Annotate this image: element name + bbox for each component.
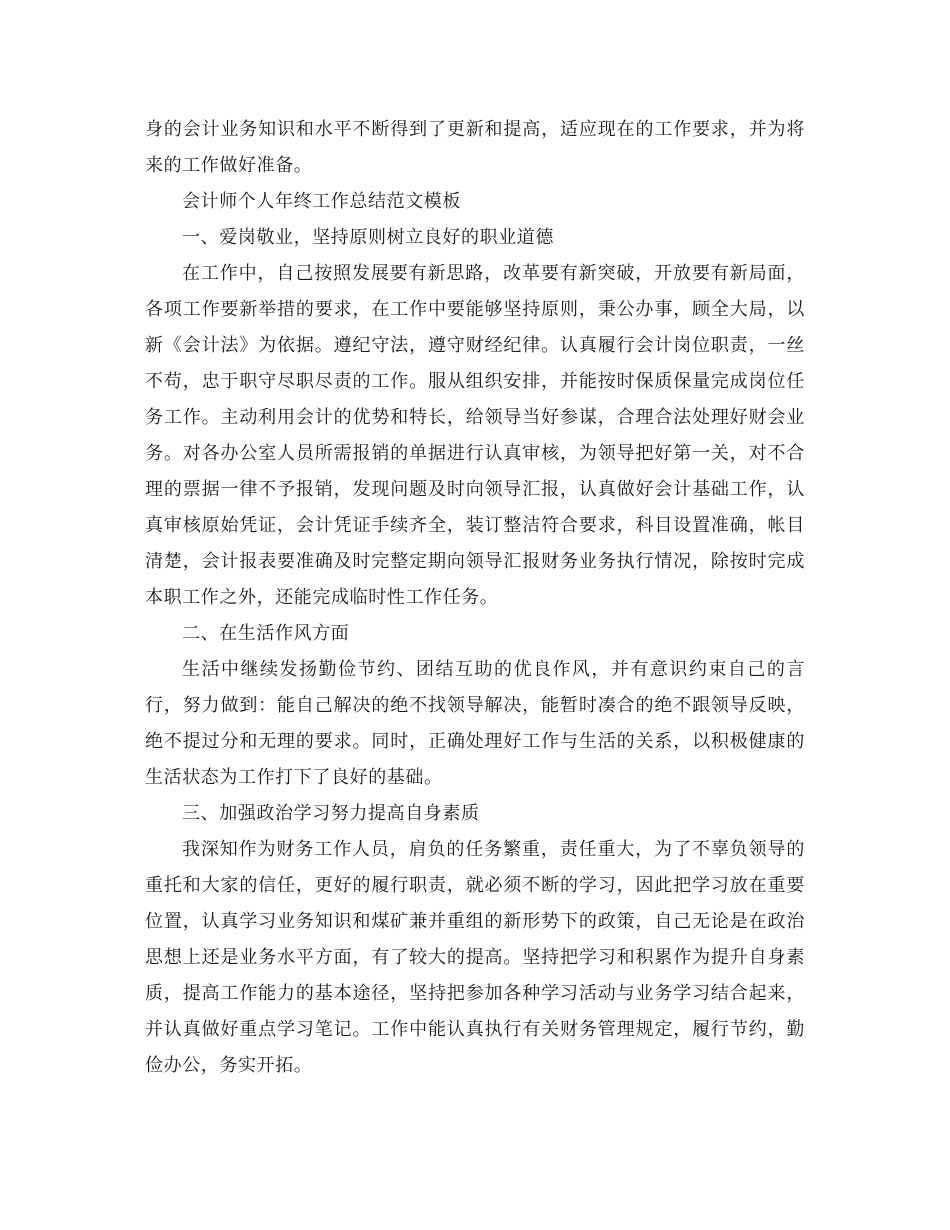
section-heading-2: 二、在生活作风方面 [182, 623, 350, 644]
document-title: 会计师个人年终工作总结范文模板 [182, 191, 461, 212]
paragraph-continuation: 身的会计业务知识和水平不断得到了更新和提高，适应现在的工作要求，并为将来的工作做好准备。 [145, 119, 805, 176]
section-body-1: 在工作中，自己按照发展要有新思路，改革要有新突破，开放要有新局面，各项工作要新举措的要求，在工作中要能够坚持原则，秉公办事，顾全大局，以新《会计法》为依据。遵纪守法，遵守财经纪律。认真履行会计岗位职责，一丝不苟，忠于职守尽职尽责的工作。服从组织安排，并能按时保质保量完成岗位任务工作。主动利用会计的优势和特长，给领导当好参谋，合理合法处理好财会业务。对各办公室人员所需报销的单据进行认真审核，为领导把好第一关，对不合理的票据一律不予报销，发现问题及时向领导汇报，认真做好会计基础工作，认真审核原始凭证，会计凭证手续齐全，装订整洁符合要求，科目设置准确，帐目清楚，会计报表要准确及时完整定期向领导汇报财务业务执行情况，除按时完成本职工作之外，还能完成临时性工作任务。 [145, 263, 805, 608]
section-body-2: 生活中继续发扬勤俭节约、团结互助的优良作风，并有意识约束自己的言行，努力做到：能自己解决的绝不找领导解决，能暂时凑合的绝不跟领导反映，绝不提过分和无理的要求。同时，正确处理好工作与生活的关系，以积极健康的生活状态为工作打下了良好的基础。 [145, 659, 805, 788]
section-heading-1: 一、爱岗敬业，坚持原则树立良好的职业道德 [182, 227, 554, 248]
document-body [145, 112, 805, 1084]
section-body-3: 我深知作为财务工作人员，肩负的任务繁重，责任重大，为了不辜负领导的重托和大家的信任，更好的履行职责，就必须不断的学习，因此把学习放在重要位置，认真学习业务知识和煤矿兼并重组的新形势下的政策，自己无论是在政治思想上还是业务水平方面，有了较大的提高。坚持把学习和积累作为提升自身素质，提高工作能力的基本途径，坚持把参加各种学习活动与业务学习结合起来，并认真做好重点学习笔记。工作中能认真执行有关财务管理规定，履行节约，勤俭办公，务实开拓。 [145, 839, 805, 1076]
section-heading-3: 三、加强政治学习努力提高自身素质 [182, 803, 480, 824]
